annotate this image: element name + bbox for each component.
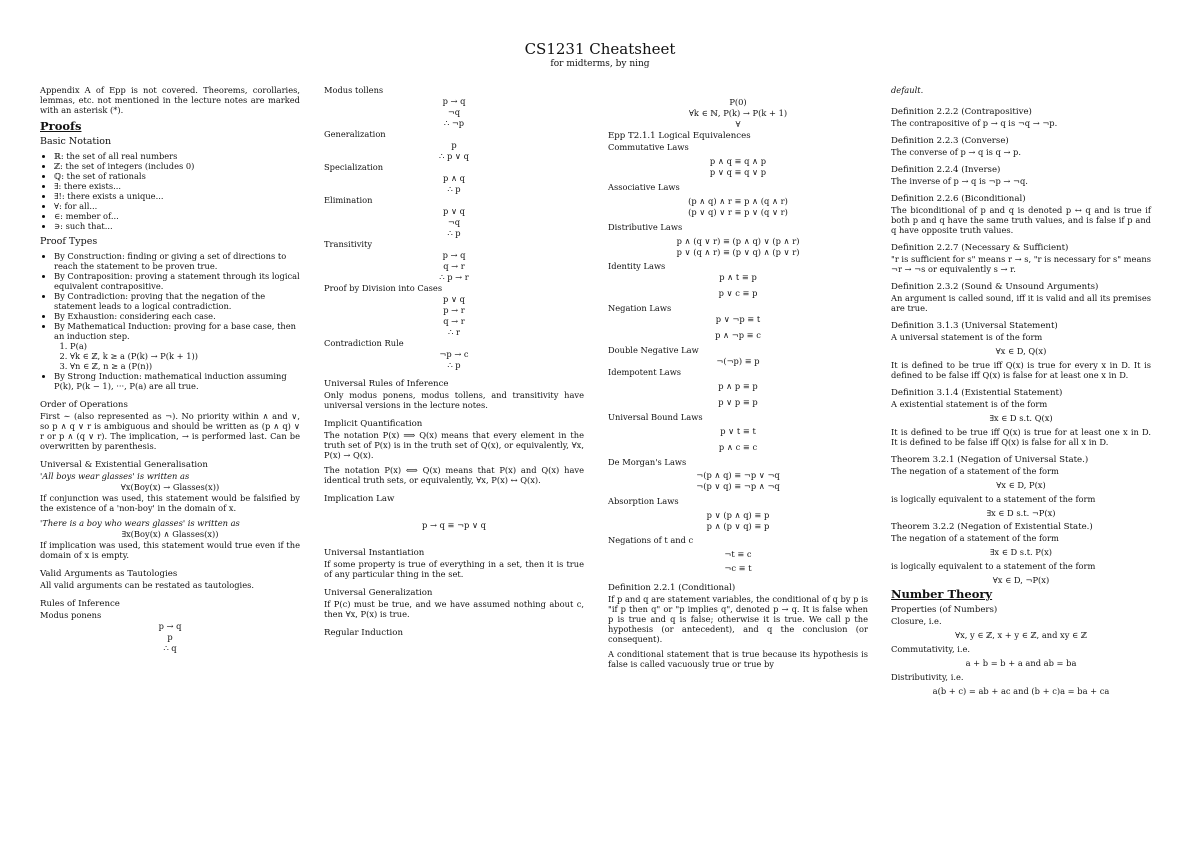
list-item (54, 321, 300, 371)
def-313-formula: ∀x ∈ D, Q(x) (995, 346, 1047, 356)
boys-formula: ∀x(Boy(x) → Glasses(x)) (120, 482, 220, 492)
universal-rules-heading: Universal Rules of Inference (324, 379, 449, 389)
formula-line: p → q (442, 250, 466, 260)
formula-line: ¬p → c (439, 349, 469, 359)
boys-quote: 'All boys wear glasses' is written as (40, 471, 190, 481)
column-4 (891, 85, 1151, 700)
def-314-text-2: It is defined to be true iff Q(x) is true for at least one x in D. It is defined to be false iff Q(x) is false for all x in D. (891, 427, 1151, 447)
list-item: • ∃: there exists... (54, 181, 300, 191)
contradiction-label: Contradiction Rule (324, 338, 404, 348)
thm-322-text-2: is logically equivalent to a statement of the form (891, 561, 1096, 571)
header (0, 40, 1200, 69)
list-item: • By Contradiction: proving that the negation of the statement leads to a logical contradiction. (54, 291, 300, 311)
formula-line: ∴ p ∨ q (439, 151, 469, 161)
def-232-text: An argument is called sound, iff it is valid and all its premises are true. (891, 293, 1151, 313)
list-item: • ∃!: there exists a unique... (54, 191, 300, 201)
thm-322-formula-2: ∀x ∈ D, ¬P(x) (992, 575, 1050, 585)
properties-heading: Properties (of Numbers) (891, 605, 998, 615)
def-314-heading: Definition 3.1.4 (Existential Statement) (891, 388, 1063, 398)
formula-line: p ∧ ¬p ≡ c (715, 330, 761, 340)
formula-line: ¬(¬p) ≡ p (716, 356, 760, 366)
law-label: Distributive Laws (608, 222, 683, 232)
list-item: 1. P(a) (70, 341, 300, 351)
generalisation-heading: Universal & Existential Generalisation (40, 460, 208, 470)
formula-line: p (451, 140, 457, 150)
formula-line: ∀ (735, 119, 741, 129)
formula-line: ∴ p → r (439, 272, 469, 282)
list-item: 2. ∀k ∈ ℤ, k ≥ a (P(k) → P(k + 1)) (70, 351, 300, 361)
law-label: Associative Laws (608, 182, 680, 192)
modus-ponens-label: Modus ponens (40, 610, 102, 620)
def-313-text-1: A universal statement is of the form (891, 332, 1043, 342)
law-label: Identity Laws (608, 261, 666, 271)
formula-line: p → q (442, 96, 466, 106)
commutativity-formula: a + b = b + a and ab = ba (965, 658, 1077, 668)
formula-line: ∴ r (448, 327, 460, 337)
ui-heading: Universal Instantiation (324, 548, 425, 558)
def-223-heading: Definition 2.2.3 (Converse) (891, 136, 1009, 146)
default-word: default. (891, 85, 924, 95)
def-222-text: The contrapositive of p → q is ¬q → ¬p. (891, 118, 1058, 128)
formula-line: ¬q (447, 107, 461, 117)
specialization-label: Specialization (324, 162, 384, 172)
proof-types-heading: Proof Types (40, 236, 98, 247)
commutativity-label: Commutativity, i.e. (891, 644, 971, 654)
implicit-heading: Implicit Quantification (324, 419, 423, 429)
list-item: • By Contraposition: proving a statement through its logical equivalent contrapositive. (54, 271, 300, 291)
formula-line: ∴ ¬p (443, 118, 465, 128)
formula-line: ∴ p (447, 184, 461, 194)
formula-line: p ∨ q ≡ q ∨ p (709, 167, 767, 177)
list-item: • ℤ: the set of integers (includes 0) (54, 161, 300, 171)
regular-induction-heading: Regular Induction (324, 628, 403, 638)
order-heading: Order of Operations (40, 400, 128, 410)
rules-heading: Rules of Inference (40, 599, 120, 609)
thm-321-heading: Theorem 3.2.1 (Negation of Universal State.) (891, 455, 1089, 465)
distributivity-formula: a(b + c) = ab + ac and (b + c)a = ba + ca (932, 686, 1110, 696)
thm-321-text-1: The negation of a statement of the form (891, 466, 1059, 476)
formula-line: p ∧ (p ∨ q) ≡ p (706, 521, 770, 531)
list-item: 3. ∀n ∈ ℤ, n ≥ a (P(n)) (70, 361, 300, 371)
formula-line: p ∨ (p ∧ q) ≡ p (706, 510, 770, 520)
formula-line: p ∨ q (443, 206, 465, 216)
formula-line: ∀k ∈ ℕ, P(k) → P(k + 1) (688, 108, 788, 118)
def-226-heading: Definition 2.2.6 (Biconditional) (891, 194, 1026, 204)
def-226-text: The biconditional of p and q is denoted p ↔ q and is true if both p and q have the same truth values, and is false if p and q have opposite truth values. (891, 205, 1151, 235)
induction-steps (54, 341, 300, 371)
ui-text: If some property is true of everything in a set, then it is true of any particular thing in the set. (324, 559, 584, 579)
def-314-formula: ∃x ∈ D s.t. Q(x) (989, 413, 1053, 423)
def-223-text: The converse of p → q is q → p. (891, 147, 1022, 157)
elimination-label: Elimination (324, 195, 373, 205)
formula-line: ∴ p (447, 360, 461, 370)
def-232-heading: Definition 2.3.2 (Sound & Unsound Arguments) (891, 282, 1099, 292)
closure-label: Closure, i.e. (891, 616, 942, 626)
formula-line: ∴ p (447, 228, 461, 238)
proof-types-list (40, 251, 300, 391)
law-label: Idempotent Laws (608, 367, 682, 377)
def-313-heading: Definition 3.1.3 (Universal Statement) (891, 321, 1058, 331)
law-label: Negation Laws (608, 303, 672, 313)
implicit-text-2: The notation P(x) ⟺ Q(x) means that P(x) and Q(x) have identical truth sets, or equivalently, ∀x, P(x) ↔ Q(x). (324, 465, 584, 485)
formula-line: ¬(p ∨ q) ≡ ¬p ∧ ¬q (696, 481, 780, 491)
list-item: • ∈: member of... (54, 211, 300, 221)
formula-line: p → r (443, 305, 465, 315)
generalization-label: Generalization (324, 129, 386, 139)
formula-line: ∴ q (163, 643, 177, 653)
formula-line: p → q (158, 621, 182, 631)
formula-line: p ∧ q ≡ q ∧ p (709, 156, 767, 166)
law-label: Negations of t and c (608, 535, 694, 545)
formula-line: ¬q (447, 217, 461, 227)
formula-line: q → r (443, 261, 465, 271)
def-313-text-2: It is defined to be true iff Q(x) is true for every x in D. It is defined to be false iff Q(x) is false for at least one x in D. (891, 360, 1151, 380)
formula-line: p ∨ ¬p ≡ t (715, 314, 761, 324)
universal-rules-text: Only modus ponens, modus tollens, and transitivity have universal versions in the lecture notes. (324, 390, 584, 410)
def-227-heading: Definition 2.2.7 (Necessary & Sufficient) (891, 243, 1069, 253)
closure-formula: ∀x, y ∈ ℤ, x + y ∈ ℤ, and xy ∈ ℤ (955, 630, 1087, 640)
formula-line: p ∧ t ≡ p (719, 272, 757, 282)
thm-321-formula-2: ∃x ∈ D s.t. ¬P(x) (986, 508, 1056, 518)
boy-formula-2: ∃x(Boy(x) ∧ Glasses(x)) (121, 529, 219, 539)
law-label: Commutative Laws (608, 142, 689, 152)
def-314-text-1: A existential statement is of the form (891, 399, 1048, 409)
thm-321-formula-1: ∀x ∈ D, P(x) (996, 480, 1046, 490)
equivalences-heading: Epp T2.1.1 Logical Equivalences (608, 131, 751, 141)
law-label: Absorption Laws (608, 496, 679, 506)
ug-heading: Universal Generalization (324, 588, 433, 598)
list-item: • By Strong Induction: mathematical induction assuming P(k), P(k − 1), ···, P(a) are all true. (54, 371, 300, 391)
transitivity-label: Transitivity (324, 239, 373, 249)
valid-text: All valid arguments can be restated as tautologies. (40, 580, 254, 590)
list-item: • ∀: for all... (54, 201, 300, 211)
formula-line: ¬t ≡ c (724, 549, 752, 559)
thm-321-text-2: is logically equivalent to a statement of the form (891, 494, 1096, 504)
law-label: De Morgan's Laws (608, 457, 687, 467)
def-224-text: The inverse of p → q is ¬p → ¬q. (891, 176, 1028, 186)
law-label: Double Negative Law (608, 345, 699, 355)
number-theory-heading: Number Theory (891, 587, 993, 601)
formula-line: p ∨ q (443, 294, 465, 304)
def-222-heading: Definition 2.2.2 (Contrapositive) (891, 107, 1032, 117)
formula-line: p ∨ (q ∧ r) ≡ (p ∨ q) ∧ (p ∨ r) (676, 247, 800, 257)
division-label: Proof by Division into Cases (324, 283, 443, 293)
def-221-heading: Definition 2.2.1 (Conditional) (608, 583, 736, 593)
formula-line: p ∧ p ≡ p (718, 381, 758, 391)
def-227-text: "r is sufficient for s" means r → s, "r is necessary for s" means ¬r → ¬s or equivalently s → r. (891, 254, 1151, 274)
list-item: • ∋: such that... (54, 221, 300, 231)
formula-line: p ∧ c ≡ c (718, 442, 758, 452)
formula-line: (p ∧ q) ∧ r ≡ p ∧ (q ∧ r) (688, 196, 788, 206)
modus-tollens-label: Modus tollens (324, 85, 384, 95)
thm-322-heading: Theorem 3.2.2 (Negation of Existential State.) (891, 522, 1093, 532)
order-text: First ∼ (also represented as ¬). No priority within ∧ and ∨, so p ∧ q ∨ r is ambiguous and should be written as (p ∧ q) ∨ r or p ∧ (q ∨ r). The implication, → is performed last. Can be overwritten by parenthesis. (40, 411, 300, 451)
formula-line: p ∧ (q ∨ r) ≡ (p ∧ q) ∨ (p ∧ r) (676, 236, 800, 246)
implication-text: If implication was used, this statement would true even if the domain of x is empty. (40, 540, 300, 560)
list-item: • By Construction: finding or giving a set of directions to reach the statement to be proven true. (54, 251, 300, 271)
formula-line: ¬(p ∧ q) ≡ ¬p ∨ ¬q (696, 470, 780, 480)
def-221-text: If p and q are statement variables, the conditional of q by p is "if p then q" or "p implies q", denoted p → q. It is false when p is true and q is false; otherwise it is true. We call p the hypothesis (or antecedent), and q the conclusion (or consequent). (608, 594, 868, 644)
formula-line: p (167, 632, 173, 642)
list-item: • ℚ: the set of rationals (54, 171, 300, 181)
ug-text: If P(c) must be true, and we have assumed nothing about c, then ∀x, P(x) is true. (324, 599, 584, 619)
induction-text: By Mathematical Induction: proving for a base case, then an induction step. (54, 321, 297, 341)
basic-notation-heading: Basic Notation (40, 136, 112, 147)
proofs-heading: Proofs (40, 119, 82, 133)
distributivity-label: Distributivity, i.e. (891, 672, 964, 682)
thm-322-formula-1: ∃x ∈ D s.t. P(x) (989, 547, 1053, 557)
list-item: • By Exhaustion: considering each case. (54, 311, 300, 321)
list-item: • ℝ: the set of all real numbers (54, 151, 300, 161)
formula-line: p ∧ q (443, 173, 465, 183)
formula-line: q → r (443, 316, 465, 326)
implication-law-formula: p → q ≡ ¬p ∨ q (422, 520, 486, 530)
page-subtitle: for midterms, by ning (550, 59, 650, 69)
def-224-heading: Definition 2.2.4 (Inverse) (891, 165, 1001, 175)
column-3 (608, 85, 868, 669)
boy-quote-2: 'There is a boy who wears glasses' is written as (40, 518, 240, 528)
thm-322-text-1: The negation of a statement of the form (891, 533, 1059, 543)
formula-line: p ∨ p ≡ p (718, 397, 758, 407)
implication-law-heading: Implication Law (324, 494, 395, 504)
formula-line: p ∨ t ≡ t (720, 426, 756, 436)
page-title: CS1231 Cheatsheet (524, 40, 676, 58)
formula-line: (p ∨ q) ∨ r ≡ p ∨ (q ∨ r) (688, 207, 788, 217)
formula-line: ¬c ≡ t (724, 563, 752, 573)
intro-text: Appendix A of Epp is not covered. Theorems, corollaries, lemmas, etc. not mentioned in the lecture notes are marked with an asterisk (*). (40, 85, 300, 115)
notation-list (40, 151, 300, 231)
column-2 (324, 85, 584, 639)
implicit-text-1: The notation P(x) ⟹ Q(x) means that every element in the truth set of P(x) is in the truth set of Q(x), or equivalently, ∀x, P(x) → Q(x). (324, 430, 584, 460)
formula-line: P(0) (729, 97, 747, 107)
law-label: Universal Bound Laws (608, 412, 703, 422)
column-1 (40, 85, 300, 654)
vacuous-text: A conditional statement that is true because its hypothesis is false is called vacuously true or true by (608, 649, 868, 669)
valid-heading: Valid Arguments as Tautologies (40, 569, 178, 579)
conjunction-text: If conjunction was used, this statement would be falsified by the existence of a 'non-boy' in the domain of x. (40, 493, 300, 513)
formula-line: p ∨ c ≡ p (718, 288, 758, 298)
